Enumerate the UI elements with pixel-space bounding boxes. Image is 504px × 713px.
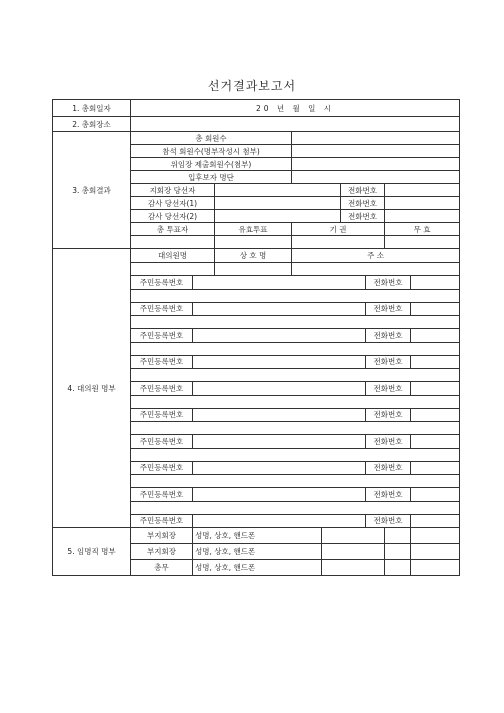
resident-number-field[interactable] [193, 329, 366, 343]
total-votes-label: 총 투표자 [131, 223, 215, 236]
officer-info: 성명, 상호, 핸드폰 [193, 528, 322, 544]
total-members-field[interactable] [292, 132, 460, 145]
delegate-phone-label: 전화번호 [366, 514, 411, 528]
delegate-blank-row[interactable] [131, 395, 460, 408]
officer-role: 총무 [131, 560, 193, 576]
officer-role: 부지회장 [131, 544, 193, 560]
officer-field-2[interactable] [385, 528, 411, 544]
delegate-name-header: 대의원명 [131, 249, 215, 263]
auditor2-label: 감사 당선자(2) [131, 210, 215, 223]
valid-votes-label: 유효투표 [215, 223, 292, 236]
meeting-date-label: 1. 총회일자 [53, 100, 131, 117]
proxy-field[interactable] [292, 158, 460, 171]
delegate-name-field[interactable] [131, 262, 215, 276]
president-phone-label: 전화번호 [341, 184, 385, 197]
officer-info: 성명, 상호, 핸드폰 [193, 560, 322, 576]
officer-field-3[interactable] [411, 560, 460, 576]
delegate-blank-row[interactable] [131, 475, 460, 488]
president-phone-field[interactable] [385, 184, 460, 197]
delegate-phone-field[interactable] [411, 302, 460, 316]
resident-number-label: 주민등록번호 [131, 355, 193, 369]
auditor1-field[interactable] [215, 197, 341, 210]
delegate-blank-row[interactable] [131, 369, 460, 382]
officer-role: 부지회장 [131, 528, 193, 544]
delegate-phone-label: 전화번호 [366, 355, 411, 369]
election-report-form [52, 99, 460, 576]
delegate-phone-label: 전화번호 [366, 408, 411, 422]
delegate-phone-field[interactable] [411, 276, 460, 290]
auditor1-phone-label: 전화번호 [341, 197, 385, 210]
resident-number-label: 주민등록번호 [131, 514, 193, 528]
resident-number-label: 주민등록번호 [131, 329, 193, 343]
resident-number-label: 주민등록번호 [131, 435, 193, 449]
delegate-phone-field[interactable] [411, 514, 460, 528]
delegate-blank-row[interactable] [131, 316, 460, 329]
officers-label: 5. 임명직 명부 [53, 528, 131, 576]
officer-field-1[interactable] [322, 544, 385, 560]
meeting-place-label: 2. 총회장소 [53, 117, 131, 132]
total-votes-field[interactable] [131, 236, 215, 249]
company-field[interactable] [215, 262, 292, 276]
address-field[interactable] [292, 262, 460, 276]
delegate-phone-field[interactable] [411, 435, 460, 449]
resident-number-field[interactable] [193, 276, 366, 290]
delegate-phone-field[interactable] [411, 355, 460, 369]
resident-number-field[interactable] [193, 488, 366, 502]
officer-field-2[interactable] [385, 544, 411, 560]
meeting-place-field[interactable] [131, 117, 460, 132]
delegate-phone-label: 전화번호 [366, 382, 411, 396]
officer-field-2[interactable] [385, 560, 411, 576]
delegate-blank-row[interactable] [131, 501, 460, 514]
address-header: 주 소 [292, 249, 460, 263]
resident-number-field[interactable] [193, 408, 366, 422]
resident-number-field[interactable] [193, 355, 366, 369]
candidates-field[interactable] [292, 171, 460, 184]
resident-number-field[interactable] [193, 302, 366, 316]
auditor1-phone-field[interactable] [385, 197, 460, 210]
resident-number-field[interactable] [193, 382, 366, 396]
company-header: 상 호 명 [215, 249, 292, 263]
delegate-blank-row[interactable] [131, 342, 460, 355]
document-title: 선거결과보고서 [207, 79, 297, 93]
meeting-date-field[interactable]: 20 년 월 일 시 [131, 100, 460, 117]
delegate-phone-field[interactable] [411, 461, 460, 475]
proxy-label: 위임장 제출회원수(첨부) [131, 158, 292, 171]
officer-field-1[interactable] [322, 528, 385, 544]
total-members-label: 총 회원수 [131, 132, 292, 145]
resident-number-label: 주민등록번호 [131, 302, 193, 316]
attending-field[interactable] [292, 145, 460, 158]
delegate-phone-label: 전화번호 [366, 461, 411, 475]
delegates-label: 4. 대의원 명부 [53, 249, 131, 528]
delegate-phone-field[interactable] [411, 382, 460, 396]
resident-number-label: 주민등록번호 [131, 408, 193, 422]
valid-votes-field[interactable] [215, 236, 292, 249]
delegate-phone-label: 전화번호 [366, 488, 411, 502]
delegate-blank-row[interactable] [131, 289, 460, 302]
auditor2-field[interactable] [215, 210, 341, 223]
delegate-phone-field[interactable] [411, 329, 460, 343]
delegate-phone-field[interactable] [411, 488, 460, 502]
resident-number-label: 주민등록번호 [131, 488, 193, 502]
officer-field-1[interactable] [322, 560, 385, 576]
president-field[interactable] [215, 184, 341, 197]
auditor2-phone-label: 전화번호 [341, 210, 385, 223]
candidates-label: 입후보자 명단 [131, 171, 292, 184]
resident-number-label: 주민등록번호 [131, 382, 193, 396]
resident-number-field[interactable] [193, 461, 366, 475]
resident-number-label: 주민등록번호 [131, 276, 193, 290]
resident-number-field[interactable] [193, 435, 366, 449]
auditor1-label: 감사 당선자(1) [131, 197, 215, 210]
officer-field-3[interactable] [411, 528, 460, 544]
delegate-phone-label: 전화번호 [366, 302, 411, 316]
resident-number-field[interactable] [193, 514, 366, 528]
officer-info: 성명, 상호, 핸드폰 [193, 544, 322, 560]
auditor2-phone-field[interactable] [385, 210, 460, 223]
president-label: 지회장 당선자 [131, 184, 215, 197]
delegate-phone-field[interactable] [411, 408, 460, 422]
delegate-phone-label: 전화번호 [366, 276, 411, 290]
delegate-phone-label: 전화번호 [366, 435, 411, 449]
abstain-label: 기 권 [292, 223, 385, 236]
resident-number-label: 주민등록번호 [131, 461, 193, 475]
attending-label: 참석 회원수(명부작성시 첨부) [131, 145, 292, 158]
abstain-field[interactable] [292, 236, 385, 249]
results-label: 3. 총회결과 [53, 132, 131, 249]
delegate-blank-row[interactable] [131, 422, 460, 435]
delegate-phone-label: 전화번호 [366, 329, 411, 343]
officer-field-3[interactable] [411, 544, 460, 560]
delegate-blank-row[interactable] [131, 448, 460, 461]
invalid-label: 무 효 [385, 223, 460, 236]
invalid-field[interactable] [385, 236, 460, 249]
